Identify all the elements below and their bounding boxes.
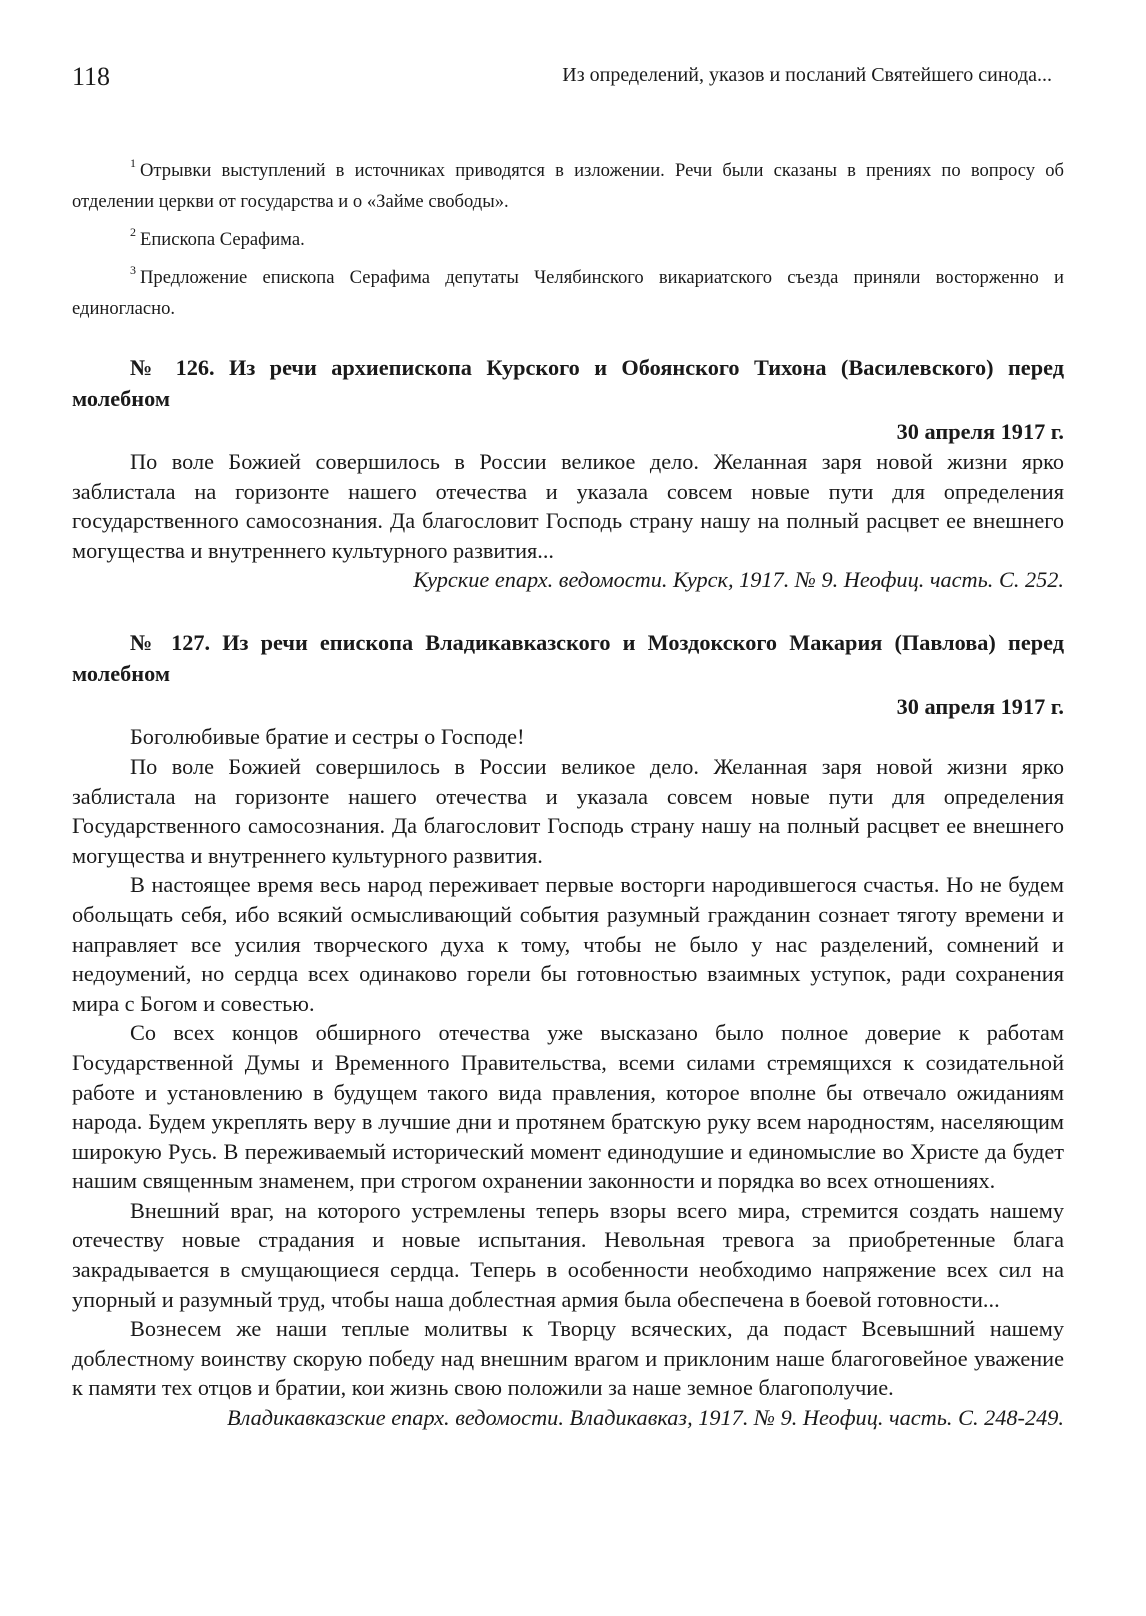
- page-header: [72, 0, 1064, 112]
- paragraph: По воле Божией совершилось в России великое дело. Желанная заря новой жизни ярко заблистала на горизонте нашего отечества и указала совсем новые пути для определения государственного самосознания. Да благословит Господь страну нашу на полный расцвет ее внешнего могущества и внутреннего культурного развития...: [72, 449, 1064, 563]
- paragraph: В настоящее время весь народ переживает первые восторги народившегося счастья. Но не будем обольщать себя, ибо всякий осмысливающий события разумный гражданин сознает тяготу времени и направляет все усилия творческого духа к тому, чтобы не было у нас разделений, сомнений и недоумений, но сердца всех одинаково горели бы готовностью взаимных уступок, ради сохранения мира с Богом и совестью.: [72, 872, 1064, 1016]
- footnote: [72, 148, 1064, 217]
- paragraph: Со всех концов обширного отечества уже высказано было полное доверие к работам Государственной Думы и Временного Правительства, всеми силами стремящихся к созидательной работе и установлению в будущем такого вида правления, которое вполне бы отвечало ожиданиям народа. Будем укреплять веру в лучшие дни и протянем братскую руку всем народностям, населяющим широкую Русь. В переживаемый исторический момент единодушие и единомыслие во Христе да будет нашим священным знаменем, при строгом охранении законности и порядка во всех отношениях.: [72, 1020, 1064, 1194]
- document-source: Владикавказские епарх. ведомости. Владикавказ, 1917. № 9. Неофиц. часть. С. 248-249.: [227, 1405, 1064, 1431]
- footnote-mark: 1: [130, 156, 136, 170]
- document-title: № 126. Из речи архиепископа Курского и Обоянского Тихона (Василевского) перед молебном: [72, 355, 1064, 411]
- document-source: Курские епарх. ведомости. Курск, 1917. № 9. Неофиц. часть. С. 252.: [413, 567, 1064, 593]
- footnote-mark: 2: [130, 225, 136, 239]
- footnote-text: Епископа Серафима.: [140, 229, 305, 250]
- document-127: [72, 627, 1064, 1433]
- page-number: 118: [72, 62, 111, 91]
- paragraph: Внешний враг, на которого устремлены теперь взоры всего мира, стремится создать нашему отечеству новые страдания и новые испытания. Невольная тревога за приобретенные блага закрадывается в смущающиеся сердца. Теперь в особенности необходимо напряжение всех сил на упорный и разумный труд, чтобы наша доблестная армия была обеспечена в боевой готовности...: [72, 1197, 1064, 1312]
- footnotes: [72, 148, 1064, 324]
- paragraph: По воле Божией совершилось в России великое дело. Желанная заря новой жизни ярко заблистала на горизонте нашего отечества и указала совсем новые пути для определения Государственного самосознания. Да благословит Господь страну нашу на полный расцвет ее внешнего могущества и внутреннего культурного развития.: [72, 753, 1064, 868]
- footnote: [72, 255, 1064, 324]
- paragraph: Боголюбивые братие и сестры о Господе!: [130, 724, 525, 750]
- running-title: Из определений, указов и посланий Святейшего синода...: [562, 64, 1052, 86]
- document-title: № 127. Из речи епископа Владикавказского и Моздокского Макария (Павлова) перед молебном: [72, 630, 1064, 687]
- document-page: [72, 0, 1064, 1433]
- footnote-text: Отрывки выступлений в источниках приводятся в изложении. Речи были сказаны в прениях по вопросу об отделении церкви от государства и о «Займе свободы».: [72, 160, 1064, 212]
- document-date: 30 апреля 1917 г.: [896, 694, 1064, 720]
- footnote-text: Предложение епископа Серафима депутаты Челябинского викариатского съезда приняли восторженно и единогласно.: [72, 267, 1064, 319]
- document-date: 30 апреля 1917 г.: [896, 419, 1064, 444]
- footnote-mark: 3: [130, 263, 136, 277]
- paragraph: Вознесем же наши теплые молитвы к Творцу всяческих, да подаст Всевышний нашему доблестному воинству скорую победу над внешним врагом и приклоним наше благоговейное уважение к памяти тех отцов и братии, кои жизнь свою положили за наше земное благополучие.: [72, 1316, 1064, 1401]
- document-126: [72, 352, 1064, 595]
- footnote: [72, 217, 1064, 255]
